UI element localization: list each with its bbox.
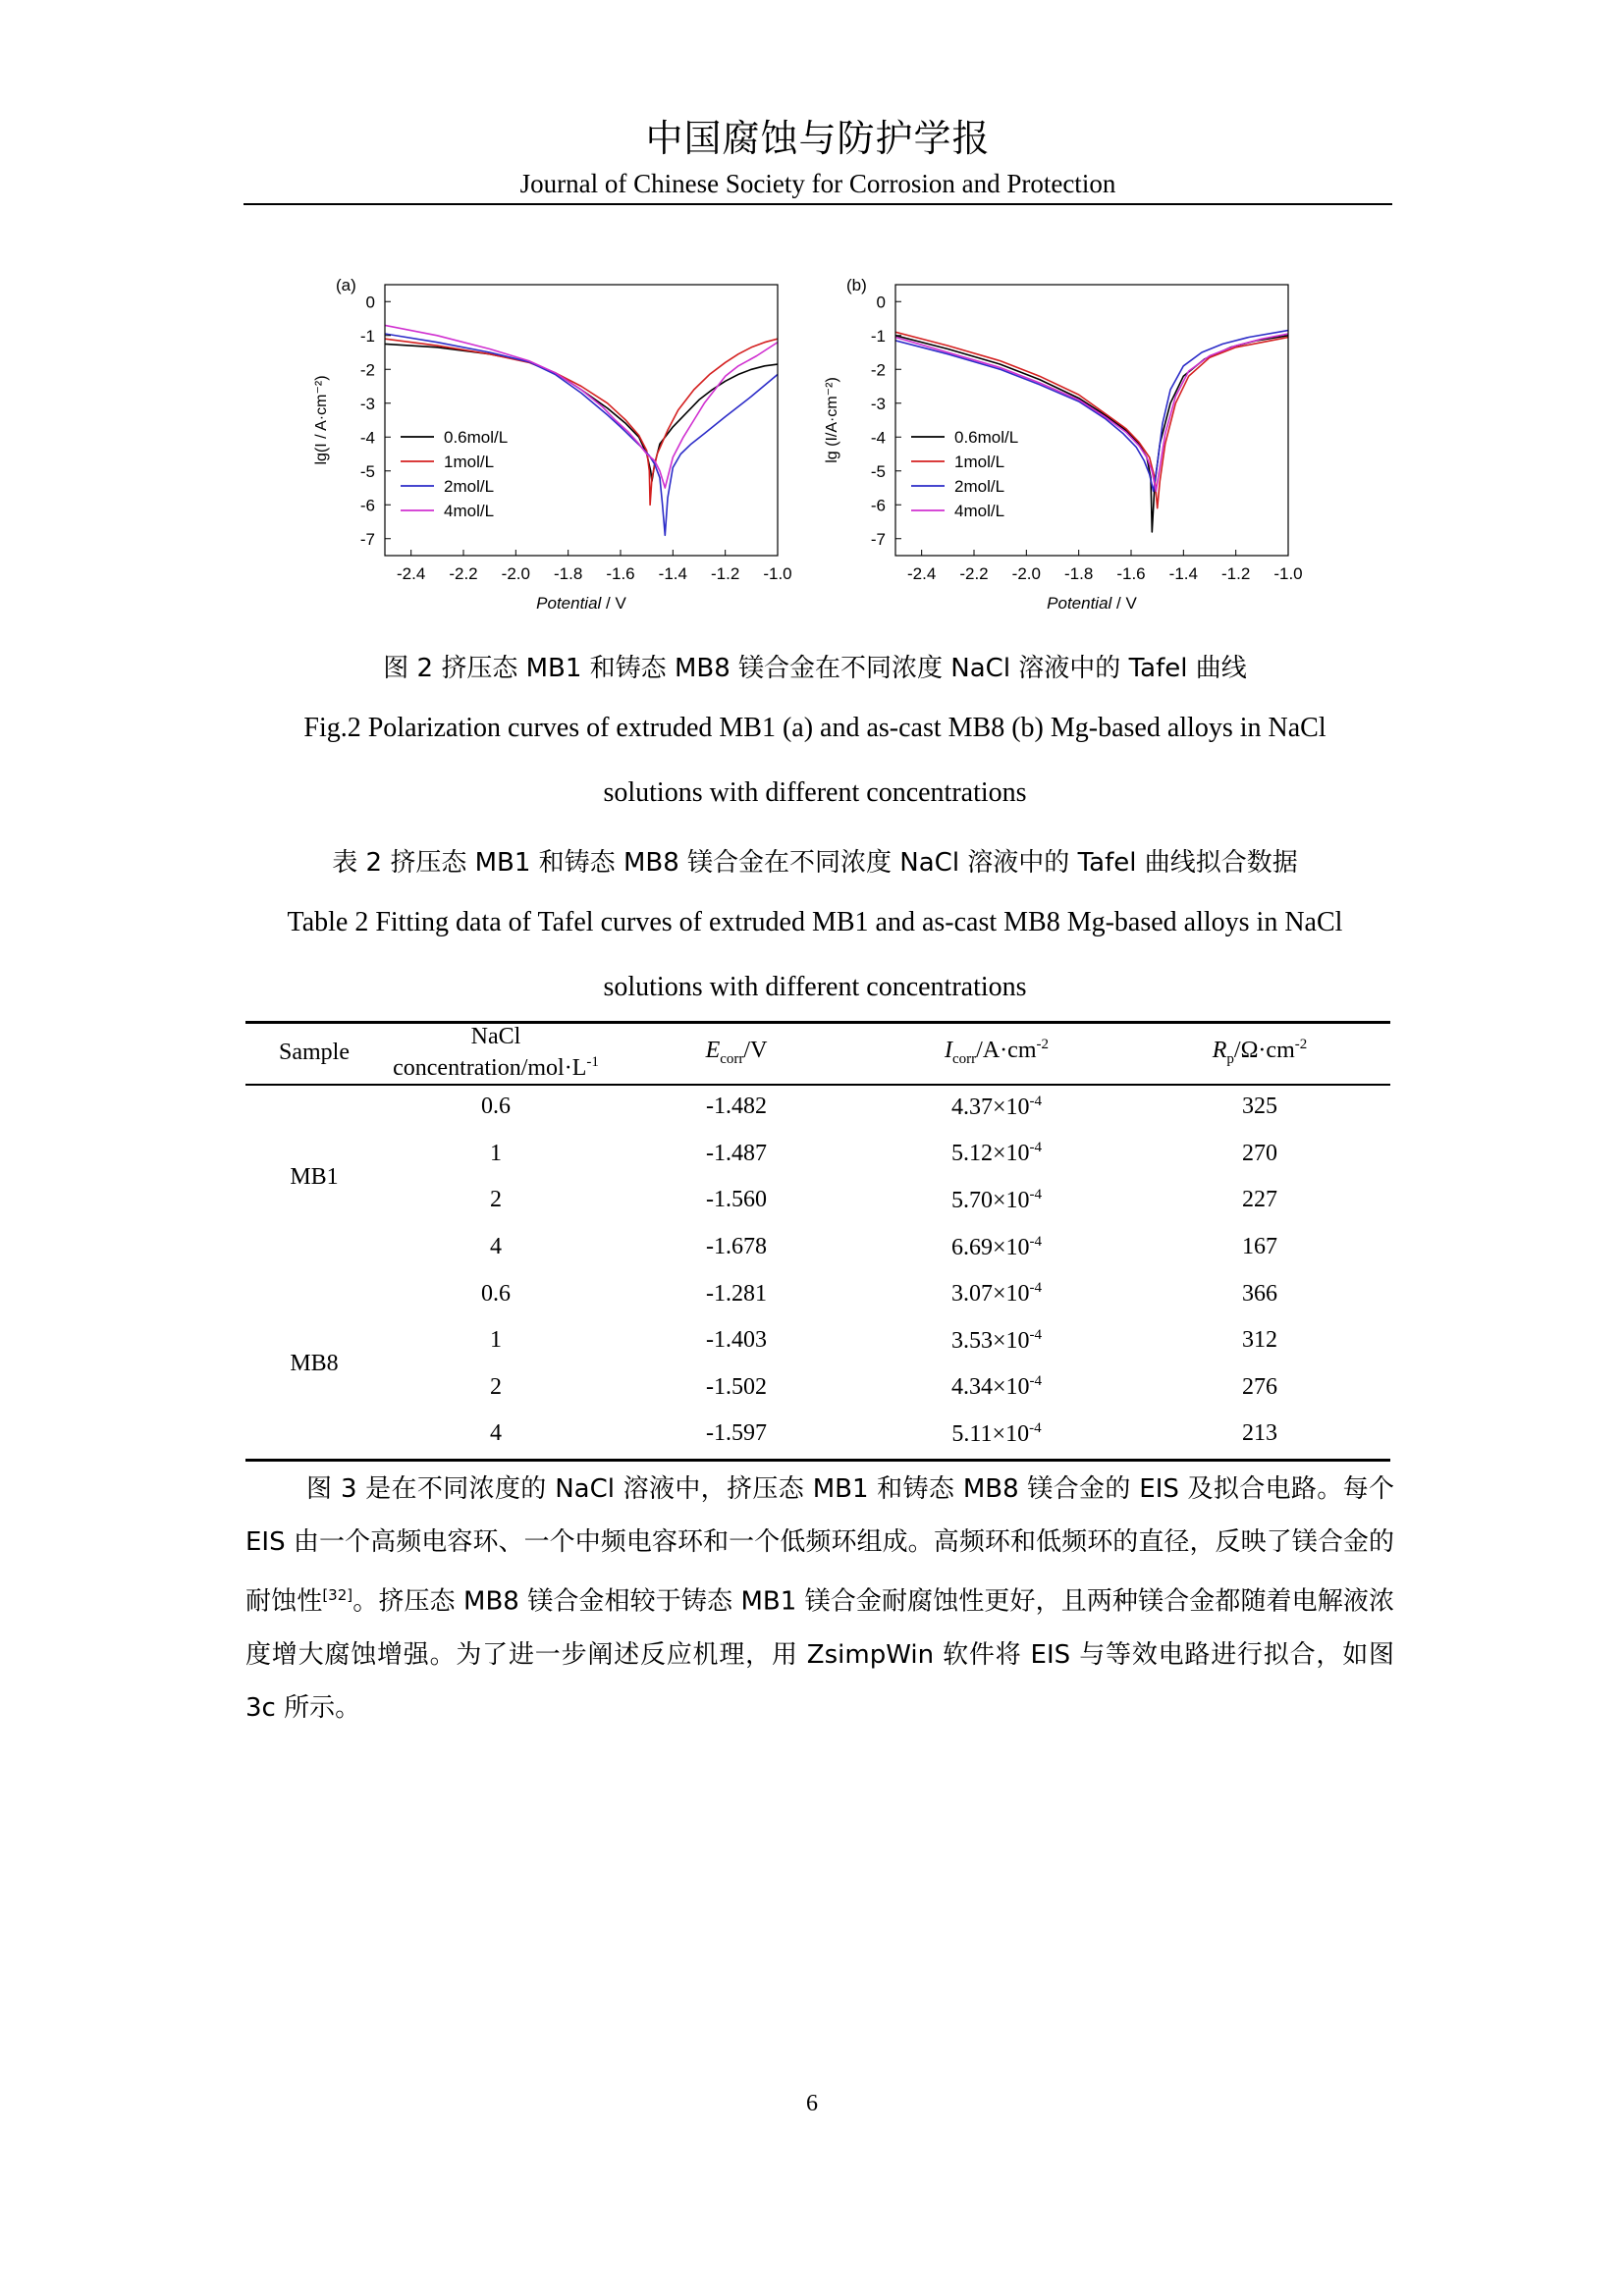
x-tick-label: -1.0 [1273,564,1303,583]
icorr-exp: -4 [1029,1280,1043,1297]
icorr-base: 3.07×10 [950,1281,1030,1308]
conc-cell: 1 [490,1327,502,1354]
icorr-cell [864,1224,1129,1271]
icorr-exp: -4 [1029,1233,1043,1250]
journal-title-en: Journal of Chinese Society for Corrosion and Protection [519,169,1116,198]
header-rule [244,203,1392,205]
ecorr-cell: -1.560 [706,1187,767,1213]
x-tick-label: -2.2 [449,564,478,583]
figure-panel-a [295,265,805,623]
icorr-cell [864,1131,1129,1178]
y-tick-label: 0 [876,293,886,312]
table-header-row [245,1021,1390,1084]
table-caption-en-line1: Table 2 Fitting data of Tafel curves of extruded MB1 and as-cast MB8 Mg-based alloys in NaCl [287,907,1343,937]
rp-cell: 167 [1242,1234,1277,1260]
panel-label: (a) [336,276,356,294]
icorr-base: 5.70×10 [950,1187,1030,1213]
y-tick-label: -4 [870,428,886,448]
x-tick-label: -2.2 [959,564,989,583]
icorr-exp: -4 [1029,1140,1043,1156]
x-axis-label-italic: Potential [536,594,602,613]
conc-cell: 2 [490,1187,502,1213]
ecorr-cell: -1.487 [706,1140,767,1166]
icorr-sup: -2 [1036,1037,1049,1053]
figure-caption-en-line1: Fig.2 Polarization curves of extruded MB1 (a) and as-cast MB8 (b) Mg-based alloys in NaCl [303,713,1326,743]
header-ecorr [609,1021,864,1084]
header-nacl-concentration [383,1021,609,1084]
y-tick-label: -1 [870,326,886,346]
x-axis-label-italic: Potential [1047,594,1112,613]
figure-caption-cn: 图 2 挤压态 MB1 和铸态 MB8 镁合金在不同浓度 NaCl 溶液中的 Tafel 曲线 [383,654,1247,683]
x-axis-label-unit: / V [1111,594,1137,613]
legend-entry: 1mol/L [444,453,495,471]
table-bottom-rule [245,1459,1390,1462]
table-row [245,1131,1390,1178]
y-tick-label: -6 [359,496,375,515]
x-tick-label: -1.2 [711,564,740,583]
legend-entry: 0.6mol/L [954,428,1019,447]
conc-cell: 1 [490,1140,502,1166]
x-tick-label: -2.0 [501,564,530,583]
header-nacl-line1: NaCl [470,1024,521,1049]
icorr-symbol: I [945,1038,953,1064]
x-tick-label: -2.4 [397,564,426,583]
table-row [245,1317,1390,1364]
icorr-base: 5.11×10 [951,1420,1030,1447]
icorr-exp: -4 [1029,1373,1043,1390]
header-nacl-line2: concentration/mol·L [393,1055,587,1081]
rp-unit: /Ω·cm [1233,1038,1295,1064]
ecorr-cell: -1.281 [706,1280,767,1307]
rp-subscript: p [1226,1050,1234,1067]
header-sample: Sample [279,1039,350,1065]
conc-cell: 0.6 [481,1094,511,1120]
legend-entry: 0.6mol/L [444,428,509,447]
journal-header [244,114,1392,200]
y-tick-label: -7 [870,529,886,549]
sample-cell-mb1: MB1 [290,1163,339,1190]
table-row [245,1411,1390,1458]
table-caption-en-line2: solutions with different concentrations [603,972,1027,1002]
body-paragraph [245,1463,1394,1735]
icorr-base: 6.69×10 [950,1234,1030,1260]
table-row [245,1084,1390,1131]
x-tick-label: -1.8 [554,564,583,583]
figure-panel-b [805,265,1316,623]
icorr-base: 5.12×10 [950,1141,1030,1167]
icorr-exp: -4 [1029,1419,1042,1436]
x-tick-label: -1.6 [1116,564,1146,583]
x-tick-label: -1.0 [763,564,792,583]
y-tick-label: -5 [870,461,886,481]
y-tick-label: -6 [870,496,886,515]
ecorr-cell: -1.678 [706,1234,767,1260]
icorr-cell [864,1084,1129,1131]
table-caption-cn: 表 2 挤压态 MB1 和铸态 MB8 镁合金在不同浓度 NaCl 溶液中的 Tafel 曲线拟合数据 [332,848,1298,878]
table-row [245,1224,1390,1271]
rp-cell: 213 [1242,1420,1277,1447]
ecorr-unit: /V [743,1037,768,1063]
rp-cell: 312 [1242,1327,1277,1354]
x-tick-label: -1.2 [1221,564,1251,583]
y-tick-label: -3 [359,394,375,413]
legend-entry: 2mol/L [444,477,495,496]
x-tick-label: -1.4 [1168,564,1198,583]
figure-caption-en-line2: solutions with different concentrations [603,777,1027,808]
rp-cell: 325 [1242,1094,1277,1120]
icorr-cell [864,1317,1129,1364]
rp-cell: 276 [1242,1373,1277,1400]
x-tick-label: -2.4 [907,564,937,583]
table-row [245,1177,1390,1224]
y-tick-label: -2 [359,360,375,380]
legend-entry: 4mol/L [444,502,495,520]
y-tick-label: -3 [870,394,886,413]
body-paragraph-container [245,1463,1394,1735]
y-axis-label: lg(I / A·cm⁻²) [313,375,330,465]
x-tick-label: -1.4 [658,564,687,583]
ecorr-cell: -1.403 [706,1327,767,1354]
x-tick-label: -1.6 [606,564,635,583]
icorr-base: 3.53×10 [950,1327,1030,1354]
rp-cell: 366 [1242,1280,1277,1307]
tafel-fitting-table [245,1021,1390,1458]
legend-entry: 2mol/L [954,477,1005,496]
y-tick-label: -2 [870,360,886,380]
conc-cell: 0.6 [481,1280,511,1307]
conc-cell: 2 [490,1373,502,1400]
rp-symbol: R [1212,1038,1227,1064]
icorr-exp: -4 [1029,1326,1043,1343]
icorr-exp: -4 [1029,1093,1043,1109]
x-axis-label [1047,594,1137,613]
header-icorr [864,1021,1129,1084]
y-axis-label: lg (I/A·cm⁻²) [824,377,840,463]
ecorr-cell: -1.502 [706,1373,767,1400]
x-tick-label: -1.8 [1064,564,1094,583]
icorr-exp: -4 [1029,1186,1043,1202]
y-tick-label: 0 [365,293,375,312]
x-tick-label: -2.0 [1011,564,1041,583]
ecorr-cell: -1.482 [706,1094,767,1120]
sample-cell-mb8: MB8 [290,1351,339,1377]
header-nacl-sup: -1 [586,1054,599,1070]
icorr-unit: /A·cm [976,1038,1037,1064]
paragraph-text-end: 。挤压态 MB8 镁合金相较于铸态 MB1 镁合金耐腐蚀性更好，且两种镁合金都随着电解液浓度增大腐蚀增强。为了进一步阐述反应机理，用 ZsimpWin 软件将 EIS 与等效电路进行拟合，如图 3c 所示。 [245,1586,1394,1723]
icorr-cell [864,1364,1129,1412]
y-tick-label: -7 [359,529,375,549]
icorr-cell [864,1177,1129,1224]
journal-title-cn: 中国腐蚀与防护学报 [645,117,991,160]
ecorr-subscript: corr [720,1050,744,1067]
conc-cell: 4 [490,1420,502,1447]
chart-b-svg [805,265,1316,623]
paragraph-text-start: 图 3 是在不同浓度的 NaCl 溶液中，挤压态 MB1 和铸态 MB8 镁合金的 EIS 及拟合电路。每个 EIS 由一个高频电容环、一个中频电容环和一个低频环组成。高频环和低频环的直径，反映了镁合金的耐蚀性 [245,1474,1394,1617]
x-axis-label [536,594,626,613]
x-axis-label-unit: / V [601,594,626,613]
icorr-subscript: corr [952,1050,977,1067]
conc-cell: 4 [490,1234,502,1260]
icorr-cell [864,1270,1129,1317]
table-row [245,1364,1390,1412]
rp-cell: 270 [1242,1140,1277,1166]
rp-sup: -2 [1294,1037,1308,1053]
page-number: 6 [806,2091,818,2116]
y-tick-label: -5 [359,461,375,481]
icorr-base: 4.37×10 [950,1094,1030,1120]
header-rp [1129,1021,1390,1084]
y-tick-label: -1 [359,326,375,346]
panel-label: (b) [846,276,867,294]
rp-cell: 227 [1242,1187,1277,1213]
citation-ref: [32] [322,1586,353,1604]
icorr-cell [864,1411,1129,1458]
chart-a-svg [295,265,805,623]
legend-entry: 4mol/L [954,502,1005,520]
legend-entry: 1mol/L [954,453,1005,471]
ecorr-symbol: E [705,1037,721,1063]
y-tick-label: -4 [359,428,375,448]
table-row [245,1270,1390,1317]
ecorr-cell: -1.597 [706,1420,767,1447]
icorr-base: 4.34×10 [950,1374,1030,1401]
